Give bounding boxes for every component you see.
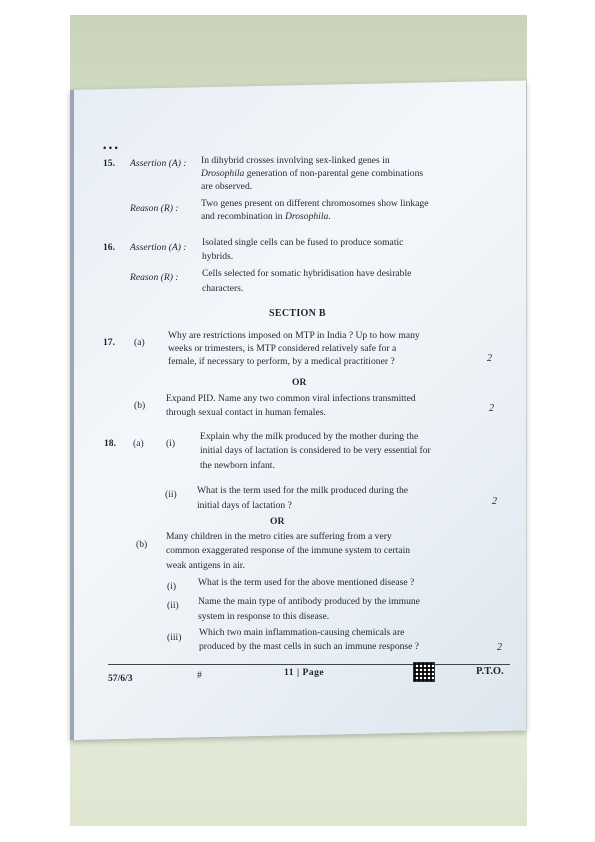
q18-a-i-line3: the newborn infant. [200,460,275,471]
q18-a-ii-label: (ii) [165,489,177,500]
q18-b-line1: Many children in the metro cities are suffering from a very [166,531,392,542]
q17-b-label: (b) [134,400,146,411]
q18-b-marks: 2 [497,642,502,653]
q17-b-line1: Expand PID. Name any two common viral infections transmitted [166,393,416,404]
qr-code-icon [413,662,435,682]
q15-assertion-line1: In dihybrid crosses involving sex-linked genes in [201,155,390,166]
q18-a-ii-line2: initial days of lactation ? [197,500,292,511]
q15-assertion-line2: Drosophila generation of non-parental gene combinations [201,168,424,179]
q17-number: 17. [103,337,115,348]
q17-a-marks: 2 [487,353,492,364]
q16-assertion-line2: hybrids. [202,251,234,262]
q17-or: OR [292,377,307,388]
q18-number: 18. [104,438,116,449]
footer-rule [108,664,510,665]
q18-b-line2: common exaggerated response of the immune system to certain [166,545,411,556]
q18-b-iii-line1: Which two main inflammation-causing chemicals are [199,627,405,638]
footer-paper-code: 57/6/3 [108,673,133,684]
footer-pto: P.T.O. [476,666,504,677]
q16-assertion-label: Assertion (A) : [130,242,187,253]
q18-b-line3: weak antigens in air. [166,560,245,571]
q18-b-iii-line2: produced by the mast cells in such an immune response ? [199,641,420,652]
q15-assertion-label: Assertion (A) : [130,158,187,169]
q17-b-marks: 2 [489,403,494,414]
q18-a-marks: 2 [492,496,497,507]
q16-assertion-line1: Isolated single cells can be fused to produce somatic [202,237,404,248]
q18-b-i-line1: What is the term used for the above mentioned disease ? [198,577,415,588]
q15-number: 15. [103,158,115,169]
q15-assertion-line3: are observed. [201,181,253,192]
q18-a-label: (a) [133,438,144,449]
q17-a-label: (a) [134,337,145,348]
footer-hash: # [197,670,202,681]
q15-reason-line2: and recombination in Drosophila. [201,211,331,222]
q18-b-iii-label: (iii) [167,632,182,643]
page-dots: • • • [103,143,118,154]
q18-b-i-label: (i) [167,581,177,592]
q18-a-i-line1: Explain why the milk produced by the mother during the [200,431,419,442]
q16-reason-label: Reason (R) : [130,272,179,283]
footer-page-number: 11 | Page [284,667,325,678]
q16-reason-line1: Cells selected for somatic hybridisation have desirable [202,268,412,279]
q18-b-label: (b) [136,539,148,550]
q18-or: OR [270,516,285,527]
q18-b-ii-line1: Name the main type of antibody produced by the immune [198,596,420,607]
q17-a-line3: female, if necessary to perform, by a medical practitioner ? [168,356,395,367]
q17-a-line1: Why are restrictions imposed on MTP in India ? Up to how many [168,330,420,341]
q18-a-i-line2: initial days of lactation is considered to be very essential for [200,445,431,456]
q15-reason-line1: Two genes present on different chromosomes show linkage [201,198,429,209]
q18-a-ii-line1: What is the term used for the milk produced during the [197,485,409,496]
q16-reason-line2: characters. [202,283,244,294]
q17-a-line2: weeks or trimesters, is MTP considered relatively safe for a [168,343,397,354]
q18-a-i-label: (i) [166,438,176,449]
q16-number: 16. [103,242,115,253]
q18-b-ii-label: (ii) [167,600,179,611]
q15-reason-label: Reason (R) : [130,203,179,214]
q17-b-line2: through sexual contact in human females. [166,407,326,418]
section-b-heading: SECTION B [269,308,326,319]
q18-b-ii-line2: system in response to this disease. [198,611,330,622]
